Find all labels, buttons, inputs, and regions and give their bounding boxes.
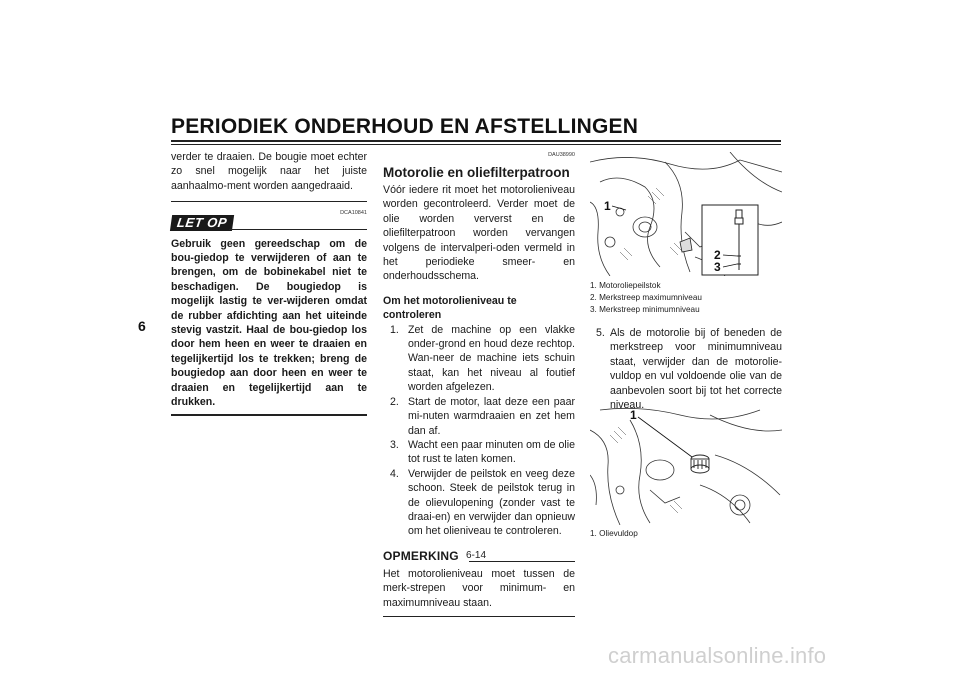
page-header-title: PERIODIEK ONDERHOUD EN AFSTELLINGEN — [171, 115, 639, 138]
caution-text: Gebruik geen gereedschap om de bou-giedop te verwijderen of aan te brengen, om de bobinekabel niet te beschadigen. De bougiedop is mogelijk lastig te ver-wijderen omdat de rubber afdichting aan het uiteinde stevig vastzit. Haal de bou-giedop los door hem heen en weer te draaien en tegelijkertijd los te trekken; breng de bougiedop aan door heen en weer te draaien en tegelijkertijd aan te drukken. — [171, 237, 367, 409]
engine-filler-cap-illustration — [590, 405, 782, 525]
figure1-captions — [590, 280, 782, 316]
page-number: 6-14 — [466, 550, 487, 561]
list-item: 3. Wacht een paar minuten om de olie tot rust te laten komen. — [390, 438, 575, 466]
caution-label: LET OP — [170, 215, 234, 231]
caution-heading — [171, 215, 367, 233]
callout-3: 3 — [714, 260, 721, 274]
figure-dipstick — [590, 152, 782, 276]
header-rule — [171, 140, 781, 142]
intro-paragraph: verder te draaien. De bougie moet echter zo snel mogelijk naar het juiste aanhaalmo-ment worden aangedraaid. — [171, 151, 367, 192]
left-column — [171, 150, 367, 416]
caution-code: DCA10841 — [340, 210, 367, 217]
step-list — [383, 323, 575, 539]
list-item: 2. Start de motor, laat deze een paar mi-nuten warmdraaien en zet hem dan af. — [390, 395, 575, 437]
note-label: OPMERKING — [383, 548, 459, 563]
caption-1: 1. Olievuldop — [590, 529, 638, 538]
figure-oil-filler-cap — [590, 405, 782, 525]
caption-2: 2. Merkstreep maximumniveau — [590, 293, 702, 302]
subheading: Om het motorolieniveau te controleren — [383, 294, 517, 322]
note-bottom-rule — [383, 616, 575, 617]
chapter-number: 6 — [138, 318, 146, 334]
section-intro: Vóór iedere rit moet het motorolieniveau worden gecontroleerd. Verder moet de olie worden ververst en de oliefilterpatroon worden vervangen volgens de intervalperi-oden vermeld in het periodieke smeer- en onderhoudsschema. — [383, 184, 575, 283]
note-text: Het motorolieniveau moet tussen de merk-strepen voor minimum- en maximumniveau staan. — [383, 567, 575, 609]
section-code: DAU38990 — [548, 152, 575, 158]
callout-1: 1 — [630, 408, 637, 422]
caution-label-rule — [229, 229, 367, 230]
step-5 — [590, 326, 782, 412]
list-item: 1. Zet de machine op een vlakke onder-grond en houd deze rechtop. Wan-neer de machine iets schuin staat, kan het niveau al foutief worden afgelezen. — [390, 323, 575, 394]
callout-1: 1 — [604, 199, 611, 213]
dipstick-inset-frame — [702, 205, 758, 275]
engine-dipstick-illustration — [590, 152, 782, 276]
watermark-text: carmanualsonline.info — [608, 643, 827, 668]
header-rule-thin — [171, 144, 781, 145]
section-code-wrap — [383, 152, 575, 158]
list-item: 4. Verwijder de peilstok en veeg deze schoon. Steek de peilstok terug in de olievulopening (zonder vast te draai-en) en verwijder dan opnieuw om het olieniveau te controleren. — [390, 467, 575, 538]
step-list-continued — [590, 326, 782, 412]
section-title: Motorolie en oliefilterpatroon — [383, 165, 570, 180]
caption-3: 3. Merkstreep minimumniveau — [590, 305, 700, 314]
caution-top-rule — [171, 201, 367, 202]
caption-1: 1. Motoroliepeilstok — [590, 281, 661, 290]
list-item: 5. Als de motorolie bij of beneden de merkstreep voor minimumniveau staat, verwijder dan de motorolie-vuldop en vul voldoende olie van de aanbevolen soort bij tot het correcte niveau. — [596, 327, 782, 412]
caution-bottom-rule — [171, 414, 367, 416]
callout-2: 2 — [714, 248, 721, 262]
figure2-captions — [590, 528, 782, 540]
